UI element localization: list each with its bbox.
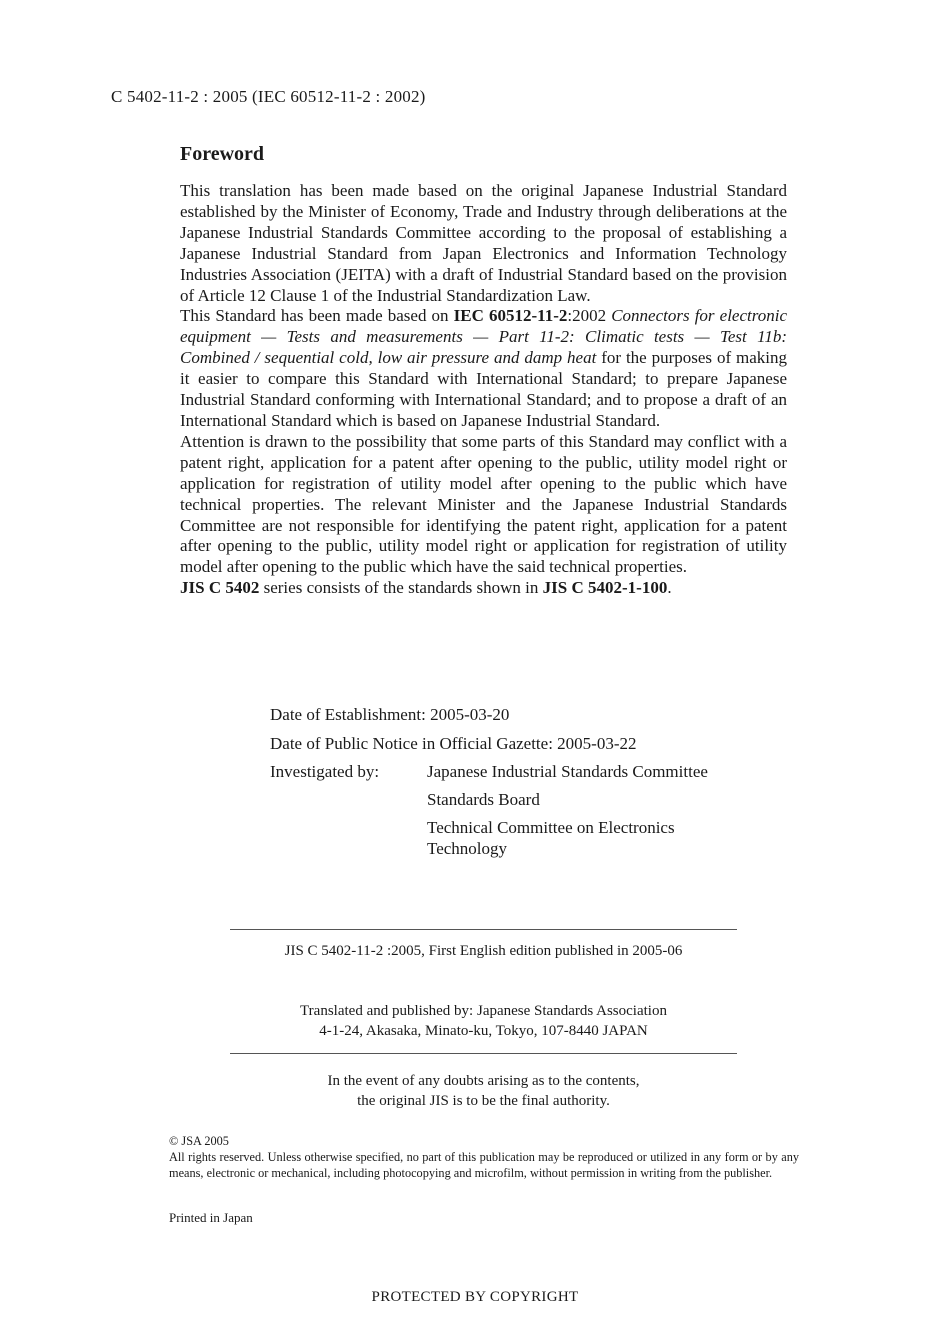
investigated-technical-committee: Technical Committee on Electronics xyxy=(427,818,675,837)
series-list-reference: JIS C 5402-1-100 xyxy=(542,578,668,598)
page-header-standard-ref: C 5402-11-2 : 2005 (IEC 60512-11-2 : 2002) xyxy=(111,87,426,106)
copyright-notice: All rights reserved. Unless otherwise specified, no part of this publication may be reproduced or utilized in any form or by any means, electronic or mechanical, including photocopying and microfilm, without permission in writing from the publisher. xyxy=(169,1150,799,1180)
investigated-board: Standards Board xyxy=(427,790,540,809)
foreword-paragraph-series xyxy=(180,578,787,599)
publisher-address: 4-1-24, Akasaka, Minato-ku, Tokyo, 107-8440 JAPAN xyxy=(319,1023,648,1039)
establishment-label: Date of Establishment: xyxy=(270,705,426,724)
bottom-divider xyxy=(230,1053,737,1054)
top-divider xyxy=(230,929,737,930)
gazette-notice-date: 2005-03-22 xyxy=(557,734,637,753)
investigated-label: Investigated by: xyxy=(270,762,380,781)
publisher-line: Translated and published by: Japanese Standards Association xyxy=(300,1003,667,1019)
foreword-heading: Foreword xyxy=(180,143,265,165)
copyright-owner: © JSA 2005 xyxy=(169,1134,229,1148)
authority-note-line1: In the event of any doubts arising as to the contents, xyxy=(327,1073,640,1089)
establishment-row xyxy=(270,704,509,725)
basis-prefix: This Standard has been made based on xyxy=(180,306,454,326)
foreword-paragraph-basis xyxy=(180,306,787,431)
gazette-notice-row xyxy=(270,733,637,754)
copyright-block xyxy=(169,1133,799,1181)
iec-reference: IEC 60512-11-2 xyxy=(453,306,568,326)
iec-title: Connectors for electronic equipment — Tests and measurements — Part 11-2: Climatic tests — Test 11b: Combined / sequential cold, low air pressure and damp heat xyxy=(180,306,787,368)
printed-in: Printed in Japan xyxy=(169,1210,253,1225)
authority-note-line2: the original JIS is to be the final authority. xyxy=(357,1093,610,1109)
investigated-committee: Japanese Industrial Standards Committee xyxy=(427,762,708,781)
series-mid-text: series consists of the standards shown in xyxy=(259,578,543,598)
foreword-body xyxy=(180,181,787,599)
edition-note: JIS C 5402-11-2 :2005, First English edition published in 2005-06 xyxy=(284,943,683,959)
series-end-punctuation: . xyxy=(667,578,672,598)
series-reference: JIS C 5402 xyxy=(180,578,260,598)
copyright-protection-footer: PROTECTED BY COPYRIGHT xyxy=(371,1289,579,1305)
establishment-date: 2005-03-20 xyxy=(430,705,510,724)
foreword-paragraph-patent: Attention is drawn to the possibility that some parts of this Standard may conflict with a patent right, application for a patent after opening to the public, utility model right or application for registration of utility model after opening to the public which have technical properties. The relevant Minister and the Japanese Industrial Standards Committee are not responsible for identifying the patent right, application for a patent after opening to the public, utility model right or application for registration of utility model after opening to the public which have the said technical properties. xyxy=(180,431,787,577)
investigated-technology: Technology xyxy=(427,839,508,858)
foreword-paragraph-origin: This translation has been made based on the original Japanese Industrial Standard established by the Minister of Economy, Trade and Industry through deliberations at the Japanese Industrial Standards Committee according to the proposal of establishing a Japanese Industrial Standard from Japan Electronics and Information Technology Industries Association (JEITA) with a draft of Industrial Standard based on the provision of Article 12 Clause 1 of the Industrial Standardization Law. xyxy=(180,181,787,305)
iec-year: :2002 xyxy=(567,306,612,326)
gazette-notice-label: Date of Public Notice in Official Gazette: xyxy=(270,734,553,753)
basis-suffix: for the purposes of making it easier to compare this Standard with International Standard; to prepare Japanese Industrial Standard conforming with International Standard; and to propose a draft of an International Standard which is based on Japanese Industrial Standard. xyxy=(180,348,787,430)
